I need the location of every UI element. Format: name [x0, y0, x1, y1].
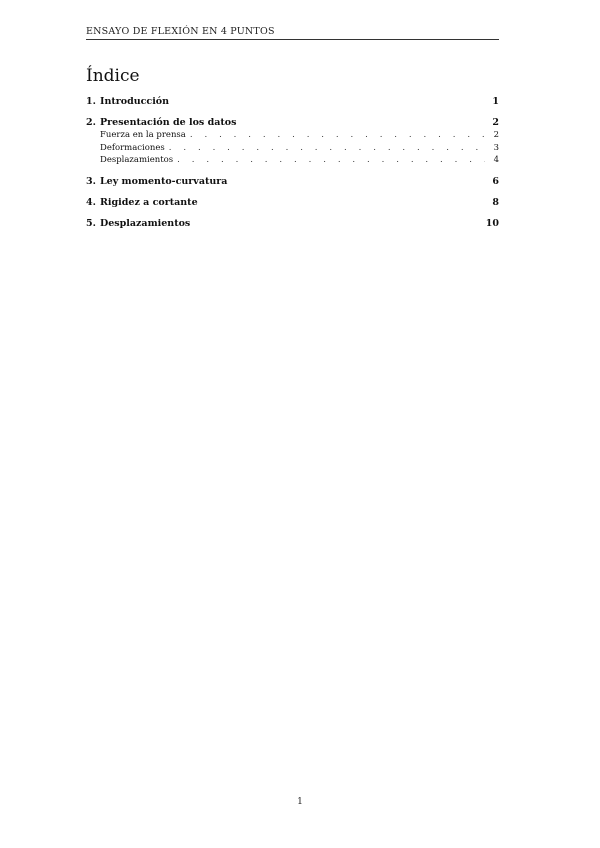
- toc-section[interactable]: [86, 116, 499, 167]
- section-page: 1: [492, 96, 499, 107]
- section-title[interactable]: Desplazamientos: [100, 217, 191, 229]
- section-title[interactable]: Introducción: [100, 96, 170, 107]
- page-number: 1: [297, 797, 303, 807]
- subsection-page: 4: [493, 155, 499, 165]
- section-number: 1.: [86, 96, 96, 107]
- section-title[interactable]: Ley momento-curvatura: [100, 175, 228, 187]
- section-page: 2: [492, 117, 499, 128]
- header-rule: [86, 39, 499, 40]
- toc-subsection-row[interactable]: [86, 142, 499, 155]
- dot-leader: [169, 142, 485, 155]
- subsection-title[interactable]: Fuerza en la prensa: [100, 130, 186, 140]
- dot-leader: [190, 129, 485, 142]
- toc-section-row[interactable]: [86, 175, 499, 188]
- toc-section[interactable]: [86, 217, 499, 230]
- section-title[interactable]: Presentación de los datos: [100, 117, 237, 128]
- section-page: 6: [492, 175, 499, 187]
- table-of-contents: [86, 95, 499, 238]
- section-page: 10: [485, 217, 499, 229]
- toc-section-row[interactable]: [86, 196, 499, 209]
- subsection-title[interactable]: Desplazamientos: [100, 155, 174, 165]
- section-number: 4.: [86, 196, 96, 208]
- section-page: 8: [492, 196, 499, 208]
- section-number: 2.: [86, 117, 96, 128]
- dot-leader: [177, 154, 485, 167]
- section-number: 5.: [86, 217, 96, 229]
- toc-title: Índice: [86, 66, 140, 86]
- running-header: ENSAYO DE FLEXIÓN EN 4 PUNTOS: [86, 26, 275, 37]
- toc-section[interactable]: [86, 95, 499, 108]
- subsection-title[interactable]: Deformaciones: [100, 142, 165, 153]
- toc-section-row[interactable]: [86, 217, 499, 230]
- toc-section-row[interactable]: [86, 116, 499, 129]
- toc-subsection-row[interactable]: [86, 154, 499, 167]
- toc-section-row[interactable]: [86, 95, 499, 108]
- section-title[interactable]: Rigidez a cortante: [100, 196, 198, 208]
- toc-section[interactable]: [86, 175, 499, 188]
- subsection-page: 2: [493, 130, 499, 140]
- section-number: 3.: [86, 175, 96, 187]
- toc-subsection-row[interactable]: [86, 129, 499, 142]
- toc-section[interactable]: [86, 196, 499, 209]
- subsection-page: 3: [493, 142, 499, 153]
